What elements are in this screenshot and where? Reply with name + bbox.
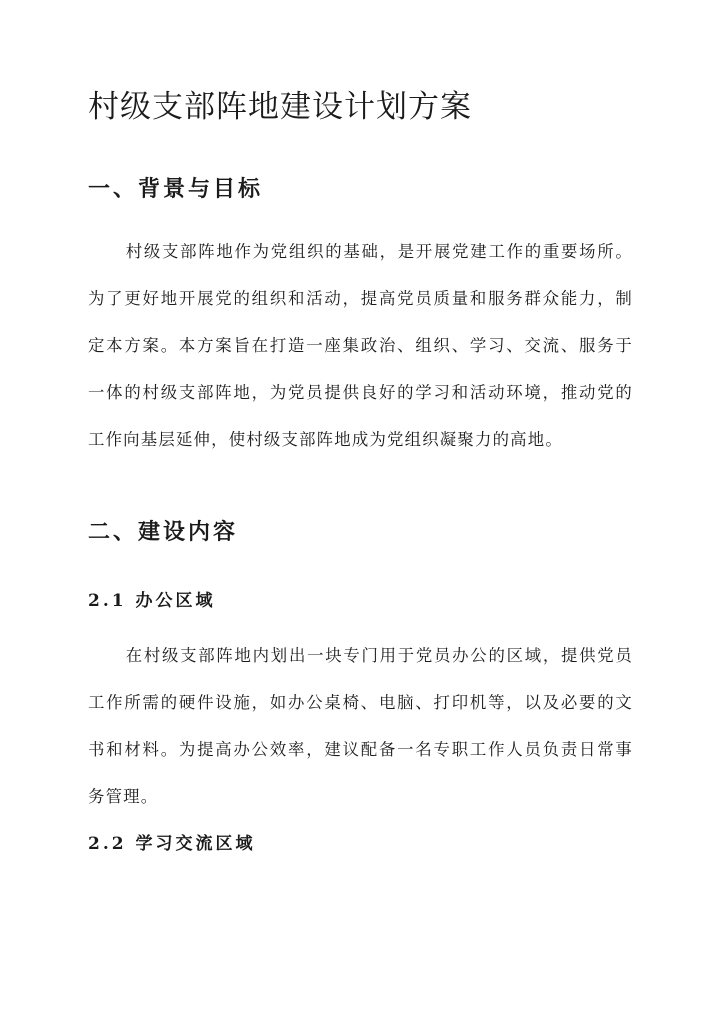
subsection-heading-office: 2.1 办公区域 [88,591,216,611]
paragraph-background: 村级支部阵地作为党组织的基础，是开展党建工作的重要场所。为了更好地开展党的组织和活动，提高党员质量和服务群众能力，制定本方案。本方案旨在打造一座集政治、组织、学习、交流、服务于一体的村级支部阵地，为党员提供良好的学习和活动环境，推动党的工作向基层延伸，使村级支部阵地成为党组织凝聚力的高地。 [88,242,633,449]
section-heading-background: 一、背景与目标 [88,176,264,202]
paragraph-office: 在村级支部阵地内划出一块专门用于党员办公的区域，提供党员工作所需的硬件设施，如办公桌椅、电脑、打印机等，以及必要的文书和材料。为提高办公效率，建议配备一名专职工作人员负责日常事务管理。 [88,646,633,806]
document-title: 村级支部阵地建设计划方案 [88,89,472,125]
section-heading-construction: 二、建设内容 [88,519,239,545]
subsection-heading-study: 2.2 学习交流区域 [88,834,256,854]
